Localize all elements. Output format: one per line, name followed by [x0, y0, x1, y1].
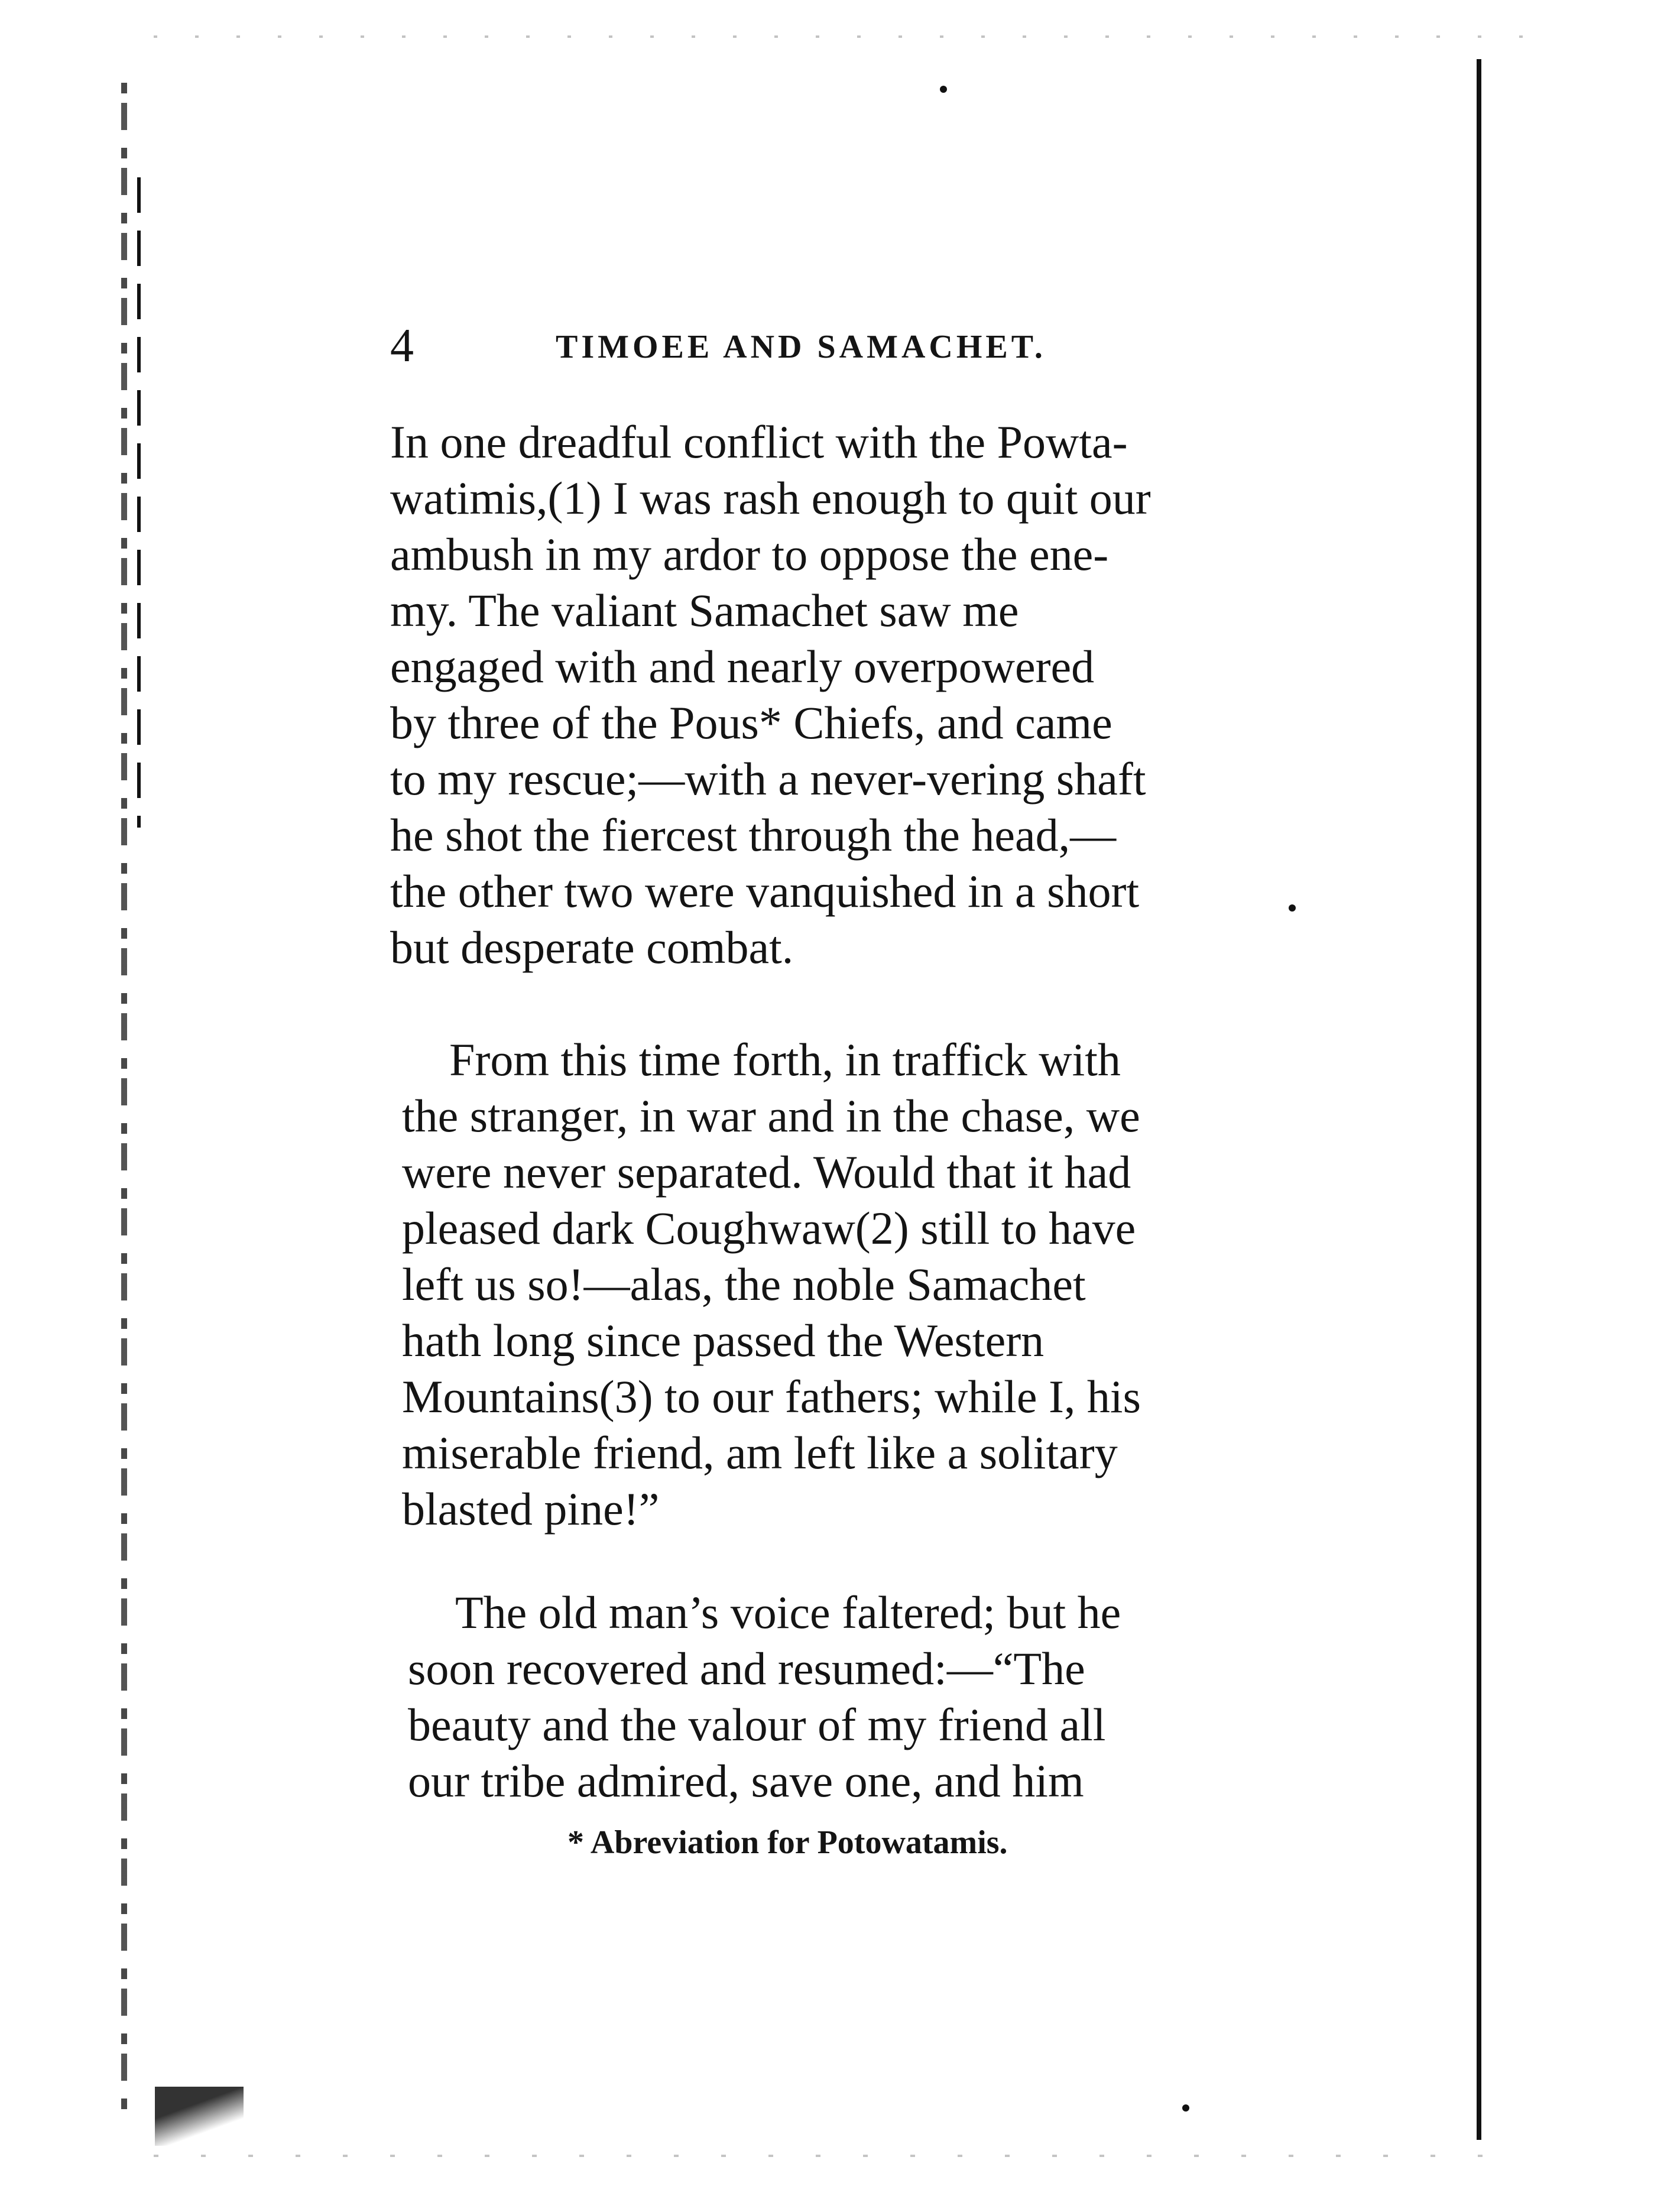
text-line: From this time forth, in traffick with: [449, 1034, 1121, 1085]
text-line: to my rescue;—with a never-vering shaft: [390, 753, 1146, 805]
text-line: he shot the fiercest through the head,—: [390, 809, 1117, 861]
text-line: were never separated. Would that it had: [402, 1146, 1131, 1198]
text-line: pleased dark Coughwaw(2) still to have: [402, 1202, 1136, 1254]
text-line: left us so!—alas, the noble Samachet: [402, 1259, 1086, 1310]
running-header: [390, 319, 1277, 372]
scan-edge-bottom: [154, 2155, 1484, 2157]
footnote: * Abreviation for Potowatamis.: [567, 1824, 1008, 1861]
text-line: the other two were vanquished in a short: [390, 865, 1140, 917]
scan-corner-smudge: [155, 2087, 244, 2146]
scan-edge-right: [1477, 59, 1481, 2140]
scan-speck: [1182, 2104, 1189, 2112]
text-line: Mountains(3) to our fathers; while I, his: [402, 1371, 1141, 1422]
paragraph-2: [402, 1032, 1271, 1537]
text-line: hath long since passed the Western: [402, 1315, 1045, 1366]
page-number: 4: [390, 320, 414, 372]
text-line: watimis,(1) I was rash enough to quit our: [390, 472, 1151, 524]
scan-edge-top: [154, 35, 1549, 38]
text-line: my. The valiant Samachet saw me: [390, 585, 1019, 636]
text-line: by three of the Pous* Chiefs, and came: [390, 697, 1112, 748]
text-line: blasted pine!”: [402, 1483, 660, 1535]
text-line: our tribe admired, save one, and him: [408, 1755, 1084, 1806]
text-line: ambush in my ardor to oppose the ene-: [390, 528, 1109, 580]
text-line: engaged with and nearly overpowered: [390, 641, 1095, 692]
text-line: In one dreadful conflict with the Powta-: [390, 416, 1128, 468]
scan-edge-left-inner: [137, 177, 141, 828]
text-line: The old man’s voice faltered; but he: [455, 1587, 1121, 1638]
text-line: beauty and the valour of my friend all: [408, 1699, 1106, 1750]
scan-edge-left: [121, 83, 127, 2116]
text-line: soon recovered and resumed:—“The: [408, 1643, 1085, 1694]
paragraph-3: [408, 1584, 1277, 1809]
text-line: but desperate combat.: [390, 922, 794, 973]
scan-speck: [1289, 904, 1296, 912]
text-line: miserable friend, am left like a solitary: [402, 1427, 1118, 1478]
paragraph-1: [390, 414, 1259, 975]
running-title: TIMOEE AND SAMACHET.: [556, 329, 1046, 365]
text-line: the stranger, in war and in the chase, we: [402, 1090, 1140, 1141]
scan-speck: [940, 86, 947, 93]
